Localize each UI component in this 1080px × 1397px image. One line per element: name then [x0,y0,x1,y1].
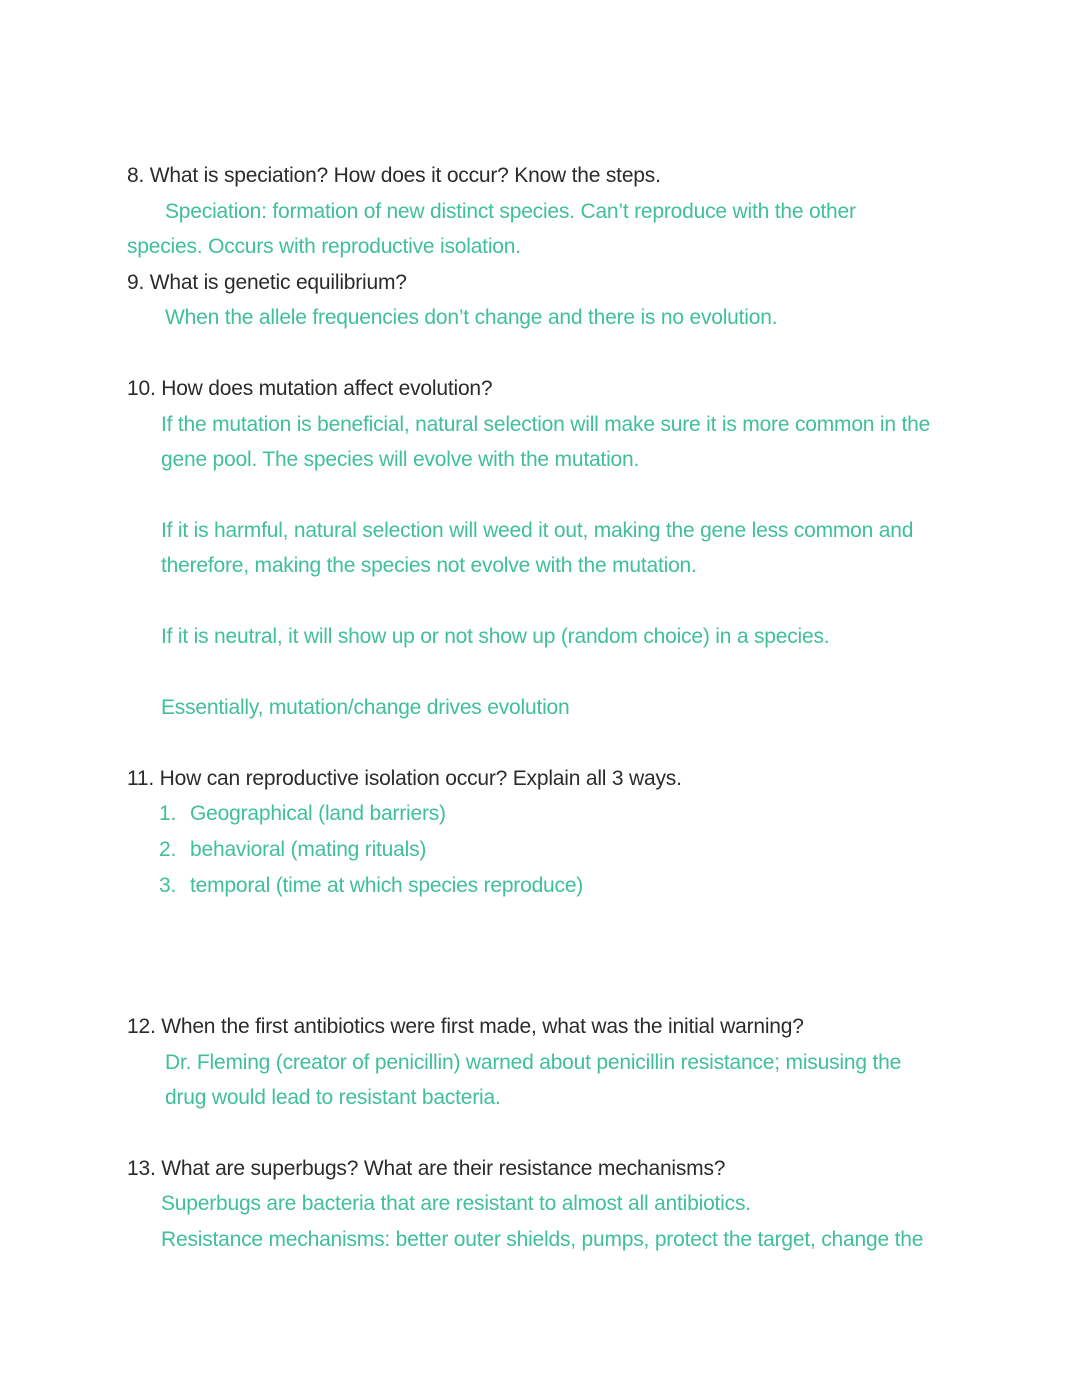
answer-8-line-1: Speciation: formation of new distinct species. Can’t reproduce with the other [165,200,856,223]
list-item [159,836,426,864]
answer-10-p3: If it is neutral, it will show up or not show up (random choice) in a species. [161,625,830,648]
question-8: 8. What is speciation? How does it occur? Know the steps. [127,164,661,187]
answer-10-p2-line-1: If it is harmful, natural selection will weed it out, making the gene less common and [161,519,914,542]
answer-10-p1-line-2: gene pool. The species will evolve with the mutation. [161,448,640,471]
answer-8-line-2: species. Occurs with reproductive isolation. [127,235,521,258]
answer-10-p2-line-2: therefore, making the species not evolve with the mutation. [161,554,697,577]
list-item-number: 3. [159,874,177,897]
list-item [159,800,446,828]
answer-10-p1-line-1: If the mutation is beneficial, natural selection will make sure it is more common in the [161,413,931,436]
question-13: 13. What are superbugs? What are their resistance mechanisms? [127,1157,726,1180]
list-item-text: behavioral (mating rituals) [190,838,427,861]
list-item [159,872,583,900]
list-item-text: Geographical (land barriers) [190,802,446,825]
answer-13-line-1: Superbugs are bacteria that are resistant to almost all antibiotics. [161,1192,751,1215]
question-12: 12. When the first antibiotics were first made, what was the initial warning? [127,1015,804,1038]
list-item-number: 2. [159,838,177,861]
answer-12-line-1: Dr. Fleming (creator of penicillin) warned about penicillin resistance; misusing the [165,1051,902,1074]
list-item-text: temporal (time at which species reproduce) [190,874,584,897]
answer-9: When the allele frequencies don’t change and there is no evolution. [165,306,778,329]
answer-10-p4: Essentially, mutation/change drives evolution [161,696,570,719]
answer-12-line-2: drug would lead to resistant bacteria. [165,1086,501,1109]
question-10: 10. How does mutation affect evolution? [127,377,493,400]
list-item-number: 1. [159,802,177,825]
answer-13-line-2: Resistance mechanisms: better outer shields, pumps, protect the target, change the [161,1228,924,1251]
question-9: 9. What is genetic equilibrium? [127,271,407,294]
question-11: 11. How can reproductive isolation occur? Explain all 3 ways. [127,767,682,790]
